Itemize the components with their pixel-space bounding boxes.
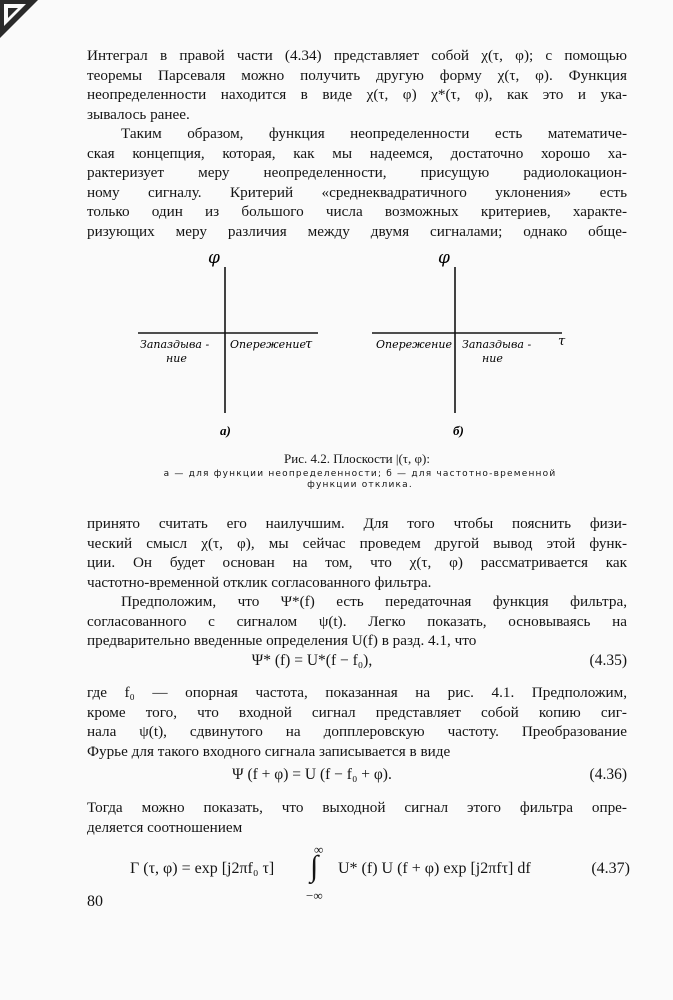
equation-4-35	[87, 652, 627, 674]
equation-number: (4.35)	[589, 652, 627, 669]
phi-axis-label: φ	[438, 248, 450, 268]
text-line: Тогда можно показать, что выходной сигнал этого фильтра опре-	[87, 799, 627, 816]
paragraph-5	[87, 683, 627, 761]
text-line: Фурье для такого входного сигнала записывается в виде	[87, 742, 451, 760]
paragraph-6	[87, 798, 627, 837]
text-line: теоремы Парсеваля можно получить другую форму χ(τ, φ). Функция	[87, 66, 627, 84]
lag-label: Запаздыва -	[140, 338, 210, 351]
text-line: ции. Он будет основан на том, что χ(τ, φ) рассматривается как	[87, 554, 627, 572]
tau-axis-label: τ	[305, 337, 313, 352]
paragraph-4	[87, 592, 627, 651]
text-line: ризующих меру различия между двумя сигналами; однако обще-	[87, 222, 627, 240]
equation-body: Ψ (f + φ) = U (f − f₀ + φ).	[232, 766, 392, 783]
text-line: частотно-временной отклик согласованного фильтра.	[87, 573, 432, 591]
equation-4-37	[130, 842, 630, 908]
paragraph-2	[87, 124, 627, 242]
corner-ornament	[0, 0, 38, 38]
lag-label: Запаздыва -	[462, 338, 532, 351]
page-number: 80	[87, 893, 103, 910]
integral-upper-limit: ∞	[314, 842, 324, 857]
equation-4-36	[87, 766, 627, 788]
paragraph-1	[87, 46, 627, 124]
text-line: рактеризует меру неопределенности, присущую радиолокацион-	[87, 164, 627, 182]
lag-label-cont: ние	[482, 352, 503, 365]
equation-integrand: U* (f) U (f + φ) exp [j2πfτ] df	[338, 860, 531, 877]
text-line: нала ψ(t), сдвинутого на допплеровскую частоту. Преобразование	[87, 723, 627, 741]
lead-label: Опережение	[376, 338, 453, 351]
figure-caption: Рис. 4.2. Плоскости |(τ, φ):	[284, 451, 430, 466]
text-line: Предположим, что Ψ*(f) есть передаточная функция фильтра,	[121, 593, 627, 610]
text-line: только один из большого числа возможных критериев, характе-	[87, 203, 627, 221]
text-line: где f₀ — опорная частота, показанная на рис. 4.1. Предположим,	[87, 684, 627, 701]
text-line: деляется соотношением	[87, 818, 243, 836]
text-line: неопределенности находится в виде χ(τ, φ) χ*(τ, φ), как это и ука-	[87, 86, 627, 104]
phi-axis-label: φ	[208, 248, 220, 268]
text-line: принято считать его наилучшим. Для того чтобы пояснить физи-	[87, 515, 627, 532]
equation-lhs: Γ (τ, φ) = exp [j2πf₀ τ]	[130, 860, 275, 877]
panel-a	[138, 248, 318, 438]
panel-b	[372, 248, 566, 438]
text-line: ская концепция, которая, как мы надеемся, достаточно хорошо ха-	[87, 144, 627, 162]
text-line: ному сигналу. Критерий «среднеквадратичного уклонения» есть	[87, 183, 627, 201]
figure-caption-detail: функции отклика.	[307, 480, 413, 490]
paragraph-3	[87, 514, 627, 592]
text-line: кроме того, что входной сигнал представляет собой копию сиг-	[87, 703, 627, 721]
panel-b-tag: б)	[453, 423, 464, 438]
integral-sign: ∫	[310, 850, 319, 883]
figure-caption-detail: а — для функции неопределенности; б — для частотно-временной	[163, 469, 557, 479]
text-line: Интеграл в правой части (4.34) представляет собой χ(τ, φ); с помощью	[87, 47, 627, 64]
lag-label-cont: ние	[166, 352, 187, 365]
text-line: зывалось ранее.	[87, 105, 190, 123]
panel-a-tag: а)	[220, 423, 231, 438]
equation-number: (4.37)	[591, 860, 630, 877]
equation-body: Ψ* (f) = U*(f − f₀),	[251, 652, 373, 669]
text-line: согласованного с сигналом ψ(t). Легко показать, основываясь на	[87, 612, 627, 630]
text-line: Таким образом, функция неопределенности есть математиче-	[121, 125, 627, 142]
text-line: ческий смысл χ(τ, φ), мы сейчас проведем другой вывод этой функ-	[87, 534, 627, 552]
integral-lower-limit: −∞	[306, 888, 323, 903]
text-line: предварительно введенные определения U(f) в разд. 4.1, что	[87, 632, 477, 650]
lead-label: Опережение	[230, 338, 307, 351]
tau-axis-label: τ	[558, 334, 566, 349]
equation-number: (4.36)	[589, 766, 627, 783]
